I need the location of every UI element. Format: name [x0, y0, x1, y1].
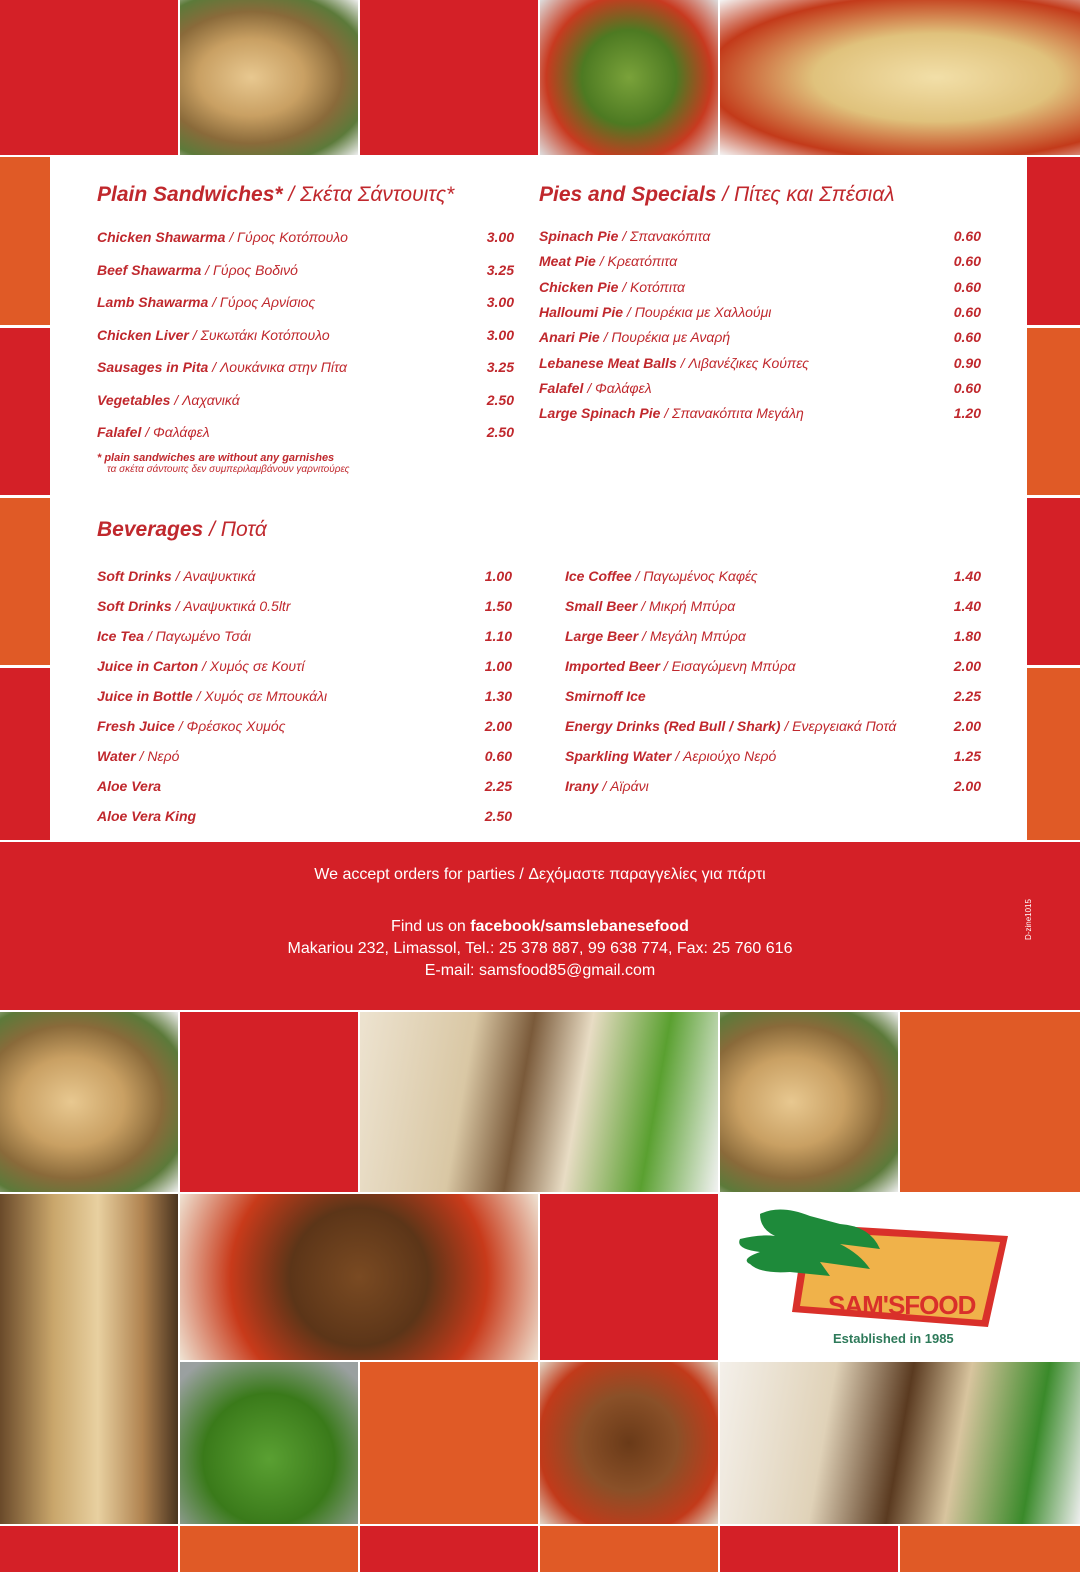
item-name: Energy Drinks (Red Bull / Shark): [565, 718, 781, 734]
menu-item: [97, 390, 514, 410]
designer-credit: D-zine1015: [1023, 899, 1033, 940]
menu-item: [97, 626, 512, 646]
item-price: 0.60: [953, 253, 981, 270]
item-name: Large Spinach Pie: [539, 405, 661, 422]
item-name: Fresh Juice: [97, 718, 175, 734]
item-price: 0.60: [953, 379, 981, 396]
logo-tagline: Established in 1985: [833, 1331, 954, 1346]
item-price: 1.00: [484, 568, 512, 584]
item-greek-name: / Πουρέκια με Χαλλούμι: [623, 303, 772, 320]
item-greek-name: / Συκωτάκι Κοτόπουλο: [188, 326, 330, 343]
item-price: 0.90: [953, 354, 981, 371]
item-greek-name: / Αϊράνι: [598, 778, 649, 794]
pies-photo: [720, 0, 1080, 155]
item-price: 0.60: [484, 748, 512, 764]
red-tile: [360, 0, 538, 155]
item-greek-name: / Μικρή Μπύρα: [637, 598, 736, 614]
fatayer-photo: [720, 1012, 898, 1192]
item-greek-name: / Φαλάφελ: [141, 424, 210, 440]
item-name: Sausages in Pita: [97, 359, 209, 375]
item-price: 1.80: [953, 628, 981, 644]
item-price: 0.60: [953, 228, 981, 244]
side-tile: [1027, 668, 1080, 840]
item-greek-name: / Γύρος Αρνίσιος: [208, 294, 316, 310]
menu-item: [97, 422, 514, 442]
menu-item: [565, 596, 981, 616]
menu-item: [97, 566, 512, 586]
item-greek-name: / Αεριούχο Νερό: [671, 748, 777, 764]
item-name: Chicken Pie: [539, 278, 619, 295]
side-tile: [0, 328, 50, 495]
item-name: Ice Coffee: [565, 568, 632, 584]
item-greek-name: / Γύρος Βοδινό: [201, 261, 298, 278]
side-tile: [1027, 157, 1080, 325]
facebook-line: Find us on facebook/samslebanesefood: [391, 918, 689, 935]
item-name: Imported Beer: [565, 658, 660, 674]
sandwich-footnote: * plain sandwiches are without any garnishes τα σκέτα σάντουιτς δεν συμπεριλαμβάνουν γαρνιτούρες: [97, 452, 350, 475]
menu-item: [565, 716, 981, 736]
item-price: 1.50: [484, 598, 512, 614]
item-price: 3.25: [486, 359, 514, 375]
item-greek-name: / Χυμός σε Μπουκάλι: [192, 688, 328, 704]
item-greek-name: / Πουρέκια με Αναρή: [599, 329, 731, 346]
item-name: Juice in Bottle: [97, 688, 193, 704]
menu-item: [539, 327, 981, 347]
item-name: Chicken Shawarma: [97, 229, 226, 245]
item-name: Falafel: [539, 379, 584, 396]
side-tile: [0, 498, 50, 665]
item-price: 2.50: [486, 424, 514, 440]
item-name: Vegetables: [97, 391, 171, 408]
item-name: Falafel: [97, 424, 142, 440]
item-name: Spinach Pie: [539, 228, 623, 244]
item-price: 2.50: [484, 808, 512, 824]
orange-tile: [360, 1362, 538, 1524]
item-price: 1.10: [484, 628, 512, 644]
item-greek-name: / Αναψυκτικά: [171, 568, 256, 584]
samsfood-logo: [720, 1194, 1080, 1360]
item-name: Meat Pie: [539, 253, 596, 270]
side-tile: [0, 157, 50, 325]
orange-tile: [180, 1526, 358, 1572]
item-price: 0.60: [953, 303, 981, 320]
item-name: Ice Tea: [97, 628, 144, 644]
item-price: 2.00: [953, 778, 981, 794]
item-price: 3.00: [486, 294, 514, 310]
item-name: Sparkling Water: [565, 748, 672, 764]
item-price: 2.00: [484, 718, 512, 734]
item-greek-name: / Εισαγώμενη Μπύρα: [659, 658, 796, 674]
item-greek-name: / Σπανακόπιτα Μεγάλη: [660, 405, 804, 422]
item-greek-name: / Αναψυκτικά 0.5ltr: [171, 598, 291, 614]
menu-item: [539, 226, 981, 246]
item-greek-name: / Λουκάνικα στην Πίτα: [208, 359, 348, 375]
item-name: Soft Drinks: [97, 568, 172, 584]
item-price: 1.20: [953, 405, 981, 422]
menu-item: [565, 656, 981, 676]
logo-name: SAM'SFOOD: [828, 1290, 976, 1320]
item-price: 3.25: [486, 261, 514, 278]
menu-item: [539, 302, 981, 322]
item-name: Halloumi Pie: [539, 303, 624, 320]
menu-item: [97, 716, 512, 736]
menu-item: [97, 656, 512, 676]
menu-item: [539, 277, 981, 297]
menu-item: [97, 596, 512, 616]
item-price: 3.00: [486, 229, 514, 245]
menu-item: [565, 626, 981, 646]
item-price: 0.60: [953, 278, 981, 295]
orange-tile: [900, 1012, 1080, 1192]
parsley-photo: [180, 1362, 358, 1524]
orange-tile: [900, 1526, 1080, 1572]
red-tile: [540, 1194, 718, 1360]
falafel-photo: [540, 1362, 718, 1524]
red-tile: [0, 1526, 178, 1572]
item-price: 1.40: [953, 598, 981, 614]
item-name: Lamb Shawarma: [97, 294, 209, 310]
menu-item: [539, 403, 981, 423]
item-greek-name: / Νερό: [135, 748, 180, 764]
item-name: Small Beer: [565, 598, 638, 614]
item-greek-name: / Παγωμένος Καφές: [631, 568, 758, 584]
menu-item: [97, 357, 514, 377]
item-name: Anari Pie: [539, 329, 600, 346]
item-price: 2.25: [484, 778, 512, 794]
item-name: Large Beer: [565, 628, 639, 644]
menu-item: [97, 746, 512, 766]
red-tile: [180, 1012, 358, 1192]
item-price: 1.00: [484, 658, 512, 674]
menu-item: [539, 378, 981, 398]
item-price: 2.25: [953, 688, 981, 704]
item-greek-name: / Ενεργειακά Ποτά: [780, 718, 897, 734]
address-text: Makariou 232, Limassol, Tel.: 25 378 887, 99 638 774, Fax: 25 760 616: [287, 940, 793, 957]
item-greek-name: / Λιβανέζικες Κούπες: [676, 354, 809, 371]
menu-item: [565, 746, 981, 766]
red-tile: [0, 0, 178, 155]
menu-item: [539, 353, 981, 373]
item-name: Irany: [565, 778, 599, 794]
item-greek-name: / Κοτόπιτα: [618, 278, 686, 295]
wraps-photo: [360, 1012, 718, 1192]
beverages-heading: Beverages / Ποτά: [97, 518, 267, 541]
item-name: Smirnoff Ice: [565, 688, 646, 704]
party-orders-text: We accept orders for parties / Δεχόμαστε παραγγελίες για πάρτι: [314, 866, 766, 883]
item-greek-name: / Φαλάφελ: [583, 379, 652, 396]
fatayer-photo: [0, 1012, 178, 1192]
menu-item: [97, 776, 512, 796]
item-name: Juice in Carton: [97, 658, 199, 674]
red-tile: [720, 1526, 898, 1572]
pies-heading: Pies and Specials / Πίτες και Σπέσιαλ: [539, 183, 895, 206]
item-price: 2.50: [486, 391, 514, 408]
item-greek-name: / Παγωμένο Τσάι: [143, 628, 251, 644]
item-name: Beef Shawarma: [97, 261, 202, 278]
item-price: 3.00: [486, 326, 514, 343]
item-price: 0.60: [953, 329, 981, 346]
item-name: Lebanese Meat Balls: [539, 354, 677, 371]
menu-item: [539, 251, 981, 271]
kibbeh-photo: [180, 1194, 538, 1360]
wrap-photo: [720, 1362, 1080, 1524]
item-greek-name: / Χυμός σε Κουτί: [198, 658, 305, 674]
menu-item: [97, 325, 514, 345]
red-tile: [360, 1526, 538, 1572]
menu-item: [97, 806, 512, 826]
item-name: Aloe Vera: [97, 778, 162, 794]
item-greek-name: / Λαχανικά: [170, 391, 240, 408]
menu-item: [97, 260, 514, 280]
item-greek-name: / Φρέσκος Χυμός: [174, 718, 286, 734]
item-greek-name: / Μεγάλη Μπύρα: [638, 628, 746, 644]
tabbouleh-photo: [540, 0, 718, 155]
item-price: 2.00: [953, 658, 981, 674]
item-greek-name: / Σπανακόπιτα: [622, 228, 711, 244]
menu-item: [97, 292, 514, 312]
facebook-link[interactable]: facebook/samslebanesefood: [470, 918, 689, 935]
item-price: 1.30: [484, 688, 512, 704]
item-name: Soft Drinks: [97, 598, 172, 614]
item-price: 1.40: [953, 568, 981, 584]
shawarma-photo: [0, 1194, 178, 1524]
email-text[interactable]: E-mail: samsfood85@gmail.com: [424, 962, 656, 979]
item-name: Aloe Vera King: [97, 808, 197, 824]
item-price: 2.00: [953, 718, 981, 734]
menu-item: [565, 686, 981, 706]
sandwiches-heading: Plain Sandwiches* / Σκέτα Σάντουιτς*: [97, 183, 455, 206]
orange-tile: [540, 1526, 718, 1572]
item-greek-name: / Κρεατόπιτα: [595, 253, 678, 270]
contact-band: [0, 842, 1080, 1010]
menu-item: [97, 227, 514, 247]
item-price: 1.25: [953, 748, 981, 764]
side-tile: [0, 668, 50, 840]
pastry-photo: [180, 0, 358, 155]
menu-item: [97, 686, 512, 706]
item-name: Water: [97, 748, 136, 764]
menu-item: [565, 566, 981, 586]
side-tile: [1027, 328, 1080, 495]
item-greek-name: / Γύρος Κοτόπουλο: [225, 229, 348, 245]
menu-item: [565, 776, 981, 796]
item-name: Chicken Liver: [97, 326, 189, 343]
side-tile: [1027, 498, 1080, 665]
